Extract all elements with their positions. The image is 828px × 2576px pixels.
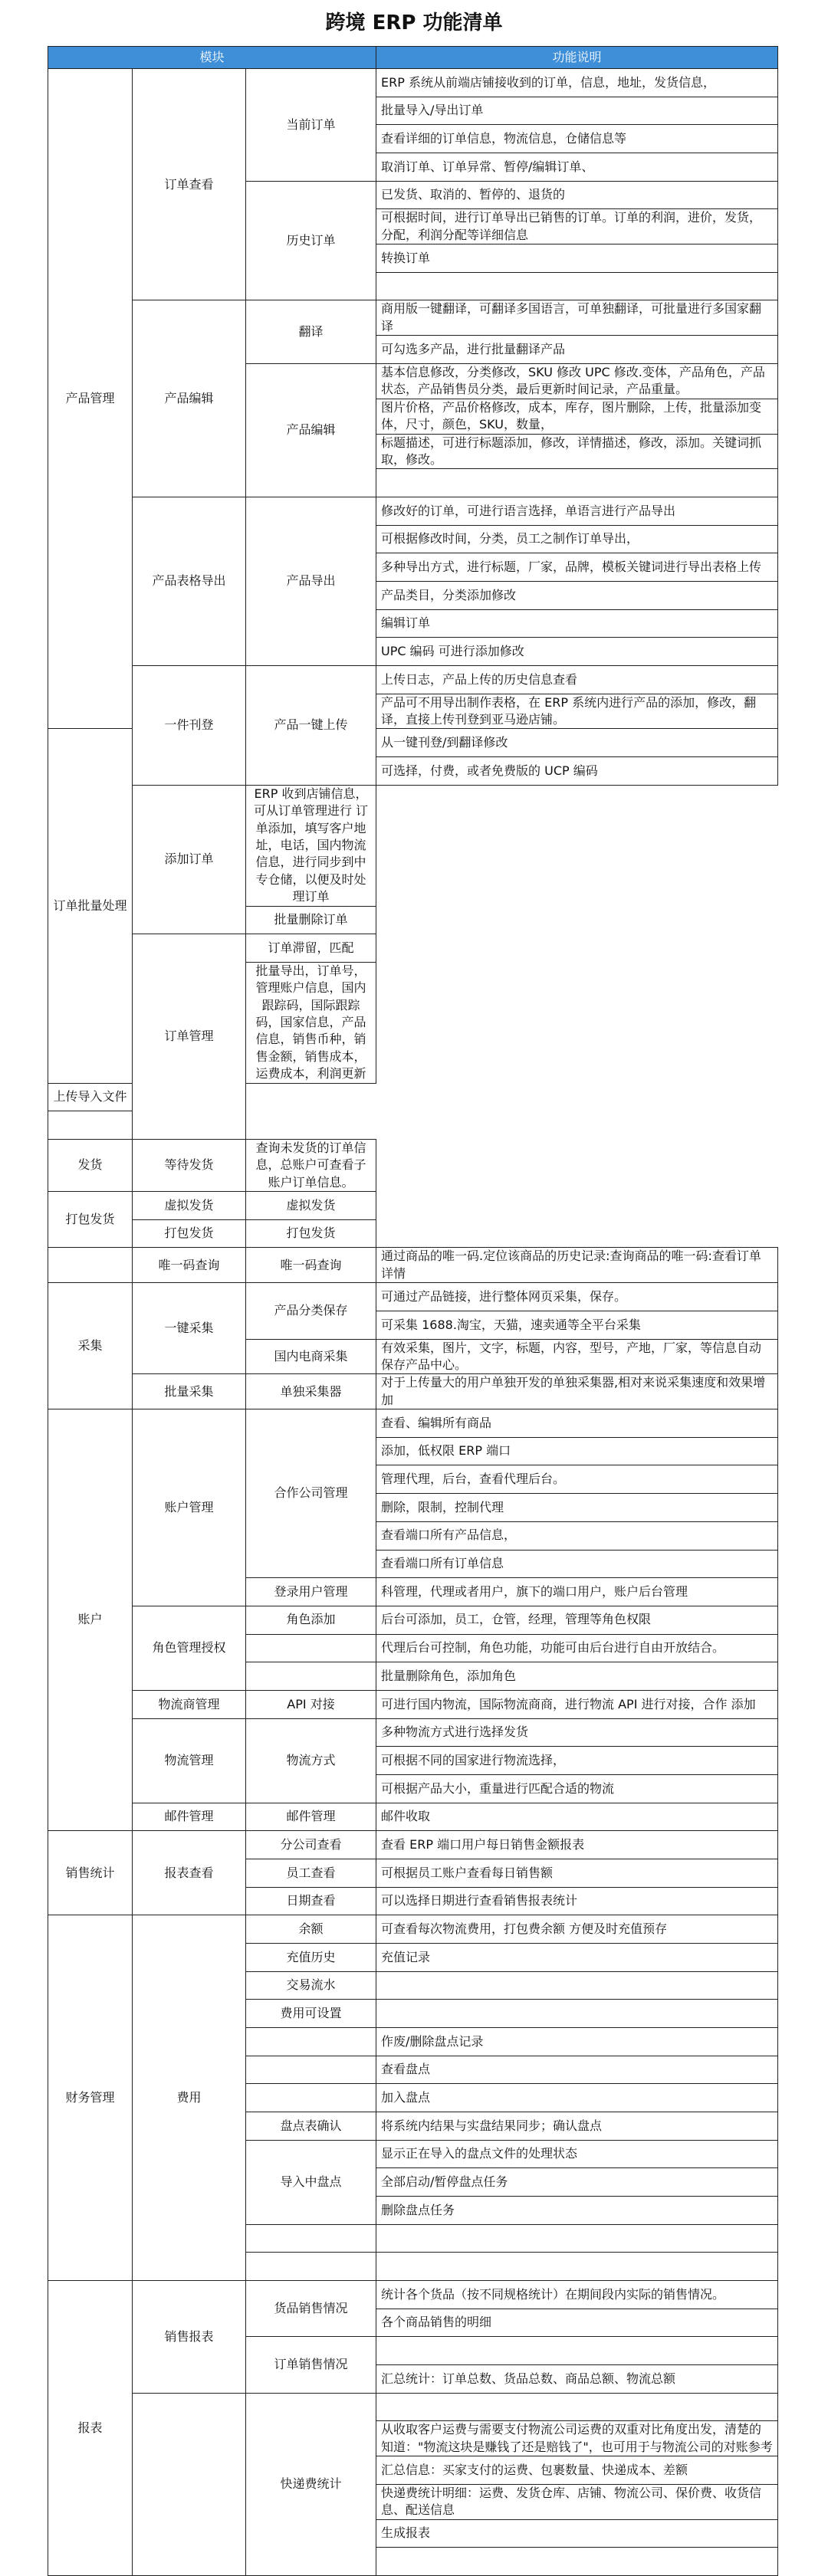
description-cell: 可查看每次物流费用，打包费余额 方便及时充值预存 bbox=[376, 1915, 778, 1944]
table-row bbox=[48, 1139, 778, 1191]
table-row bbox=[48, 665, 778, 694]
submodule-cell: 产品表格导出 bbox=[133, 497, 246, 665]
submodule-cell: 物流管理 bbox=[133, 1718, 246, 1803]
table-row bbox=[48, 1374, 778, 1409]
function-cell: 邮件管理 bbox=[246, 1803, 376, 1831]
table-header-row bbox=[48, 47, 778, 69]
description-cell: 代理后台可控制，角色功能，功能可由后台进行自由开放结合。 bbox=[376, 1634, 778, 1662]
description-cell: 图片价格，产品价格修改，成本，库存，图片删除，上传，批量添加变体，尺寸，颜色，SKU，数量， bbox=[376, 399, 778, 434]
function-cell: 批量导出，订单号，管理账户信息，国内跟踪码，国际跟踪码，国家信息，产品信息，销售币种，销售金额，销售成本，运费成本，利润更新 bbox=[246, 962, 376, 1083]
description-cell: 从收取客户运费与需要支付物流公司运费的双重对比角度出发，清楚的知道："物流这块是赚钱了还是赔钱了"，也可用于与物流公司的对账参考 bbox=[376, 2421, 778, 2456]
description-cell: 管理代理，后台，查看代理后台。 bbox=[376, 1465, 778, 1494]
description-cell: 充值记录 bbox=[376, 1943, 778, 1971]
description-cell: 作废/删除盘点记录 bbox=[376, 2027, 778, 2056]
function-cell bbox=[246, 1634, 376, 1662]
description-cell: 产品可不用导出制作表格，在 ERP 系统内进行产品的添加，修改，翻译，直接上传刊登到亚马逊店铺。 bbox=[376, 694, 778, 729]
module-cell: 账户 bbox=[48, 1409, 133, 1831]
function-cell: 国内电商采集 bbox=[246, 1339, 376, 1374]
function-cell: 打包发货 bbox=[246, 1219, 376, 1248]
function-cell: API 对接 bbox=[246, 1690, 376, 1718]
function-cell: 批量删除订单 bbox=[246, 906, 376, 934]
function-cell: 货品销售情况 bbox=[246, 2280, 376, 2336]
description-cell: 查看详细的订单信息，物流信息，仓储信息等 bbox=[376, 125, 778, 153]
function-cell: 产品一键上传 bbox=[246, 665, 376, 785]
description-cell: 显示正在导入的盘点文件的处理状态 bbox=[376, 2140, 778, 2168]
description-cell bbox=[376, 2224, 778, 2253]
description-cell bbox=[376, 2337, 778, 2365]
description-cell: 科管理，代理或者用户，旗下的端口用户，账户后台管理 bbox=[376, 1578, 778, 1606]
description-cell: 多种物流方式进行选择发货 bbox=[376, 1718, 778, 1747]
description-cell: 上传日志，产品上传的历史信息查看 bbox=[376, 665, 778, 694]
description-cell: 转换订单 bbox=[376, 244, 778, 273]
description-cell: 可根据修改时间，分类，员工之制作订单导出， bbox=[376, 525, 778, 553]
submodule-cell: 账户管理 bbox=[133, 1409, 246, 1606]
description-cell: 标题描述，可进行标题添加，修改，详情描述，修改，添加。关键词抓取，修改。 bbox=[376, 434, 778, 469]
submodule-cell: 虚拟发货 bbox=[133, 1192, 246, 1220]
table-row bbox=[48, 1803, 778, 1831]
description-cell: 添加，低权限 ERP 端口 bbox=[376, 1437, 778, 1465]
table-row bbox=[48, 300, 778, 336]
function-cell: 合作公司管理 bbox=[246, 1409, 376, 1578]
submodule-cell: 销售报表 bbox=[133, 2280, 246, 2393]
description-cell: 修改好的订单，可进行语言选择，单语言进行产品导出 bbox=[376, 497, 778, 525]
submodule-cell: 报表查看 bbox=[133, 1831, 246, 1915]
submodule-cell: 邮件管理 bbox=[133, 1803, 246, 1831]
description-cell: 查看端口所有产品信息， bbox=[376, 1521, 778, 1550]
function-cell: 产品编辑 bbox=[246, 363, 376, 497]
description-cell: 查看、编辑所有商品 bbox=[376, 1409, 778, 1438]
description-cell: 查看端口所有订单信息 bbox=[376, 1550, 778, 1578]
table-row bbox=[48, 934, 778, 963]
function-cell: 唯一码查询 bbox=[246, 1248, 376, 1283]
description-cell: 产品类目，分类添加修改 bbox=[376, 581, 778, 609]
description-cell: 商用版一键翻译，可翻译多国语言，可单独翻译，可批量进行多国家翻译 bbox=[376, 300, 778, 336]
function-cell: 物流方式 bbox=[246, 1718, 376, 1803]
function-cell: 查询未发货的订单信息，总账户可查看子账户订单信息。 bbox=[246, 1139, 376, 1191]
submodule-cell: 产品编辑 bbox=[133, 300, 246, 497]
submodule-cell: 角色管理授权 bbox=[133, 1606, 246, 1690]
table-row bbox=[48, 1219, 778, 1248]
description-cell: 批量删除角色，添加角色 bbox=[376, 1662, 778, 1691]
description-cell: 对于上传量大的用户单独开发的单独采集器,相对来说采集速度和效果增加 bbox=[376, 1374, 778, 1409]
table-row bbox=[48, 1915, 778, 1944]
description-cell bbox=[376, 1971, 778, 2000]
description-cell: 邮件收取 bbox=[376, 1803, 778, 1831]
description-cell bbox=[376, 2548, 778, 2576]
function-cell bbox=[246, 2056, 376, 2084]
description-cell: 可根据员工账户查看每日销售额 bbox=[376, 1859, 778, 1887]
function-cell bbox=[246, 2253, 376, 2281]
function-cell: 日期查看 bbox=[246, 1887, 376, 1915]
function-cell: 充值历史 bbox=[246, 1943, 376, 1971]
description-cell: 基本信息修改，分类修改，SKU 修改 UPC 修改.变体，产品角色，产品状态，产品销售员分类，最后更新时间记录，产品重量。 bbox=[376, 363, 778, 399]
module-cell: 销售统计 bbox=[48, 1831, 133, 1915]
module-cell bbox=[48, 1248, 133, 1283]
description-cell: 查看盘点 bbox=[376, 2056, 778, 2084]
description-cell: 可通过产品链接，进行整体网页采集，保存。 bbox=[376, 1283, 778, 1311]
table-row bbox=[48, 1192, 778, 1220]
module-cell: 采集 bbox=[48, 1283, 133, 1409]
function-cell: 单独采集器 bbox=[246, 1374, 376, 1409]
description-cell: 统计各个货品（按不同规格统计）在期间段内实际的销售情况。 bbox=[376, 2280, 778, 2309]
submodule-cell: 订单查看 bbox=[133, 69, 246, 300]
function-cell bbox=[246, 1662, 376, 1691]
table-row bbox=[48, 2280, 778, 2309]
description-cell: 后台可添加，员工，仓管，经理，管理等角色权限 bbox=[376, 1606, 778, 1634]
function-cell: 翻译 bbox=[246, 300, 376, 363]
submodule-cell: 物流商管理 bbox=[133, 1690, 246, 1718]
submodule-cell: 批量采集 bbox=[133, 1374, 246, 1409]
function-cell: 登录用户管理 bbox=[246, 1578, 376, 1606]
function-cell: 产品分类保存 bbox=[246, 1283, 376, 1339]
description-cell: 可根据不同的国家进行物流选择， bbox=[376, 1747, 778, 1775]
description-cell: 汇总信息：买家支付的运费、包裹数量、快递成本、差额 bbox=[376, 2456, 778, 2485]
description-cell bbox=[376, 2253, 778, 2281]
table-row bbox=[48, 69, 778, 97]
function-cell: 角色添加 bbox=[246, 1606, 376, 1634]
function-cell: 费用可设置 bbox=[246, 2000, 376, 2028]
erp-feature-table bbox=[48, 46, 778, 2576]
description-cell: 有效采集，图片，文字，标题，内容，型号，产地，厂家，等信息自动保存产品中心。 bbox=[376, 1339, 778, 1374]
description-cell: 已发货、取消的、暂停的、退货的 bbox=[376, 181, 778, 209]
header-description: 功能说明 bbox=[376, 47, 778, 69]
submodule-cell: 一件刊登 bbox=[133, 665, 246, 785]
description-cell: UPC 编码 可进行添加修改 bbox=[376, 638, 778, 666]
function-cell: 快递费统计 bbox=[246, 2393, 376, 2575]
submodule-cell: 添加订单 bbox=[133, 785, 246, 934]
function-cell: 分公司查看 bbox=[246, 1831, 376, 1859]
module-cell: 发货 bbox=[48, 1139, 133, 1191]
table-row bbox=[48, 785, 778, 906]
submodule-cell: 等待发货 bbox=[133, 1139, 246, 1191]
description-cell: 加入盘点 bbox=[376, 2084, 778, 2112]
description-cell: 删除，限制，控制代理 bbox=[376, 1494, 778, 1522]
function-cell: 余额 bbox=[246, 1915, 376, 1944]
description-cell: 通过商品的唯一码.定位该商品的历史记录:查询商品的唯一码:查看订单详情 bbox=[376, 1248, 778, 1283]
description-cell: 可勾选多产品，进行批量翻译产品 bbox=[376, 336, 778, 364]
description-cell: 可选择，付费，或者免费版的 UCP 编码 bbox=[376, 757, 778, 786]
description-cell bbox=[376, 272, 778, 300]
function-cell bbox=[246, 2027, 376, 2056]
function-cell bbox=[246, 2224, 376, 2253]
description-cell: 将系统内结果与实盘结果同步；确认盘点 bbox=[376, 2112, 778, 2140]
description-cell: 可采集 1688.淘宝，天猫，速卖通等全平台采集 bbox=[376, 1311, 778, 1339]
submodule-cell: 唯一码查询 bbox=[133, 1248, 246, 1283]
table-row bbox=[48, 1248, 778, 1283]
description-cell bbox=[376, 2000, 778, 2028]
table-row bbox=[48, 1831, 778, 1859]
description-cell: 删除盘点任务 bbox=[376, 2196, 778, 2224]
submodule-cell: 一键采集 bbox=[133, 1283, 246, 1374]
table-row bbox=[48, 1283, 778, 1311]
module-cell: 上传导入文件 bbox=[48, 1083, 133, 1111]
description-cell: ERP 系统从前端店铺接收到的订单，信息，地址，发货信息， bbox=[376, 69, 778, 97]
function-cell: 订单销售情况 bbox=[246, 2337, 376, 2393]
submodule-cell: 订单管理 bbox=[133, 934, 246, 1140]
module-cell: 订单批量处理 bbox=[48, 729, 133, 1083]
document-title: 跨境 ERP 功能清单 bbox=[325, 11, 503, 34]
description-cell: 可以选择日期进行查看销售报表统计 bbox=[376, 1887, 778, 1915]
description-cell: 全部启动/暂停盘点任务 bbox=[376, 2168, 778, 2197]
description-cell: 快递费统计明细：运费、发货仓库、店铺、物流公司、保价费、收货信息、配送信息 bbox=[376, 2484, 778, 2519]
function-cell: 虚拟发货 bbox=[246, 1192, 376, 1220]
description-cell: 生成报表 bbox=[376, 2519, 778, 2548]
description-cell: 批量导入/导出订单 bbox=[376, 97, 778, 125]
description-cell: 编辑订单 bbox=[376, 609, 778, 638]
submodule-cell: 打包发货 bbox=[133, 1219, 246, 1248]
description-cell: 查看 ERP 端口用户每日销售金额报表 bbox=[376, 1831, 778, 1859]
function-cell: 订单滞留，匹配 bbox=[246, 934, 376, 963]
description-cell: 从一键刊登/到翻译修改 bbox=[376, 729, 778, 757]
table-row bbox=[48, 1409, 778, 1438]
submodule-cell: 费用 bbox=[133, 1915, 246, 2281]
header-module: 模块 bbox=[48, 47, 376, 69]
table-row bbox=[48, 1690, 778, 1718]
module-cell: 财务管理 bbox=[48, 1915, 133, 2281]
description-cell: 取消订单、订单异常、暂停/编辑订单、 bbox=[376, 153, 778, 182]
module-cell: 报表 bbox=[48, 2280, 133, 2575]
table-row bbox=[48, 2393, 778, 2421]
function-cell: 交易流水 bbox=[246, 1971, 376, 2000]
module-cell bbox=[48, 1111, 133, 1140]
function-cell: 导入中盘点 bbox=[246, 2140, 376, 2224]
function-cell bbox=[246, 2084, 376, 2112]
description-cell: 可进行国内物流，国际物流商商，进行物流 API 进行对接，合作 添加 bbox=[376, 1690, 778, 1718]
table-row bbox=[48, 1606, 778, 1634]
function-cell: 当前订单 bbox=[246, 69, 376, 182]
description-cell: 可根据产品大小，重量进行匹配合适的物流 bbox=[376, 1774, 778, 1803]
submodule-cell bbox=[133, 2393, 246, 2575]
module-cell: 打包发货 bbox=[48, 1192, 133, 1248]
table-row bbox=[48, 497, 778, 525]
module-cell: 产品管理 bbox=[48, 69, 133, 729]
description-cell bbox=[376, 2393, 778, 2421]
function-cell: 产品导出 bbox=[246, 497, 376, 665]
table-row bbox=[48, 1718, 778, 1747]
table-body bbox=[48, 69, 778, 2576]
function-cell: 历史订单 bbox=[246, 181, 376, 300]
description-cell: 可根据时间，进行订单导出已销售的订单。订单的利润，进价，发货，分配，利润分配等详细信息 bbox=[376, 209, 778, 244]
function-cell: 员工查看 bbox=[246, 1859, 376, 1887]
function-cell: 盘点表确认 bbox=[246, 2112, 376, 2140]
description-cell bbox=[376, 469, 778, 497]
description-cell: 汇总统计：订单总数、货品总数、商品总额、物流总额 bbox=[376, 2364, 778, 2393]
description-cell: 各个商品销售的明细 bbox=[376, 2309, 778, 2337]
function-cell: ERP 收到店铺信息，可从订单管理进行 订单添加，填写客户地址，电话，国内物流信息，进行同步到中专仓储，以便及时处理订单 bbox=[246, 785, 376, 906]
description-cell: 多种导出方式，进行标题，厂家，品牌，模板关键词进行导出表格上传 bbox=[376, 553, 778, 582]
